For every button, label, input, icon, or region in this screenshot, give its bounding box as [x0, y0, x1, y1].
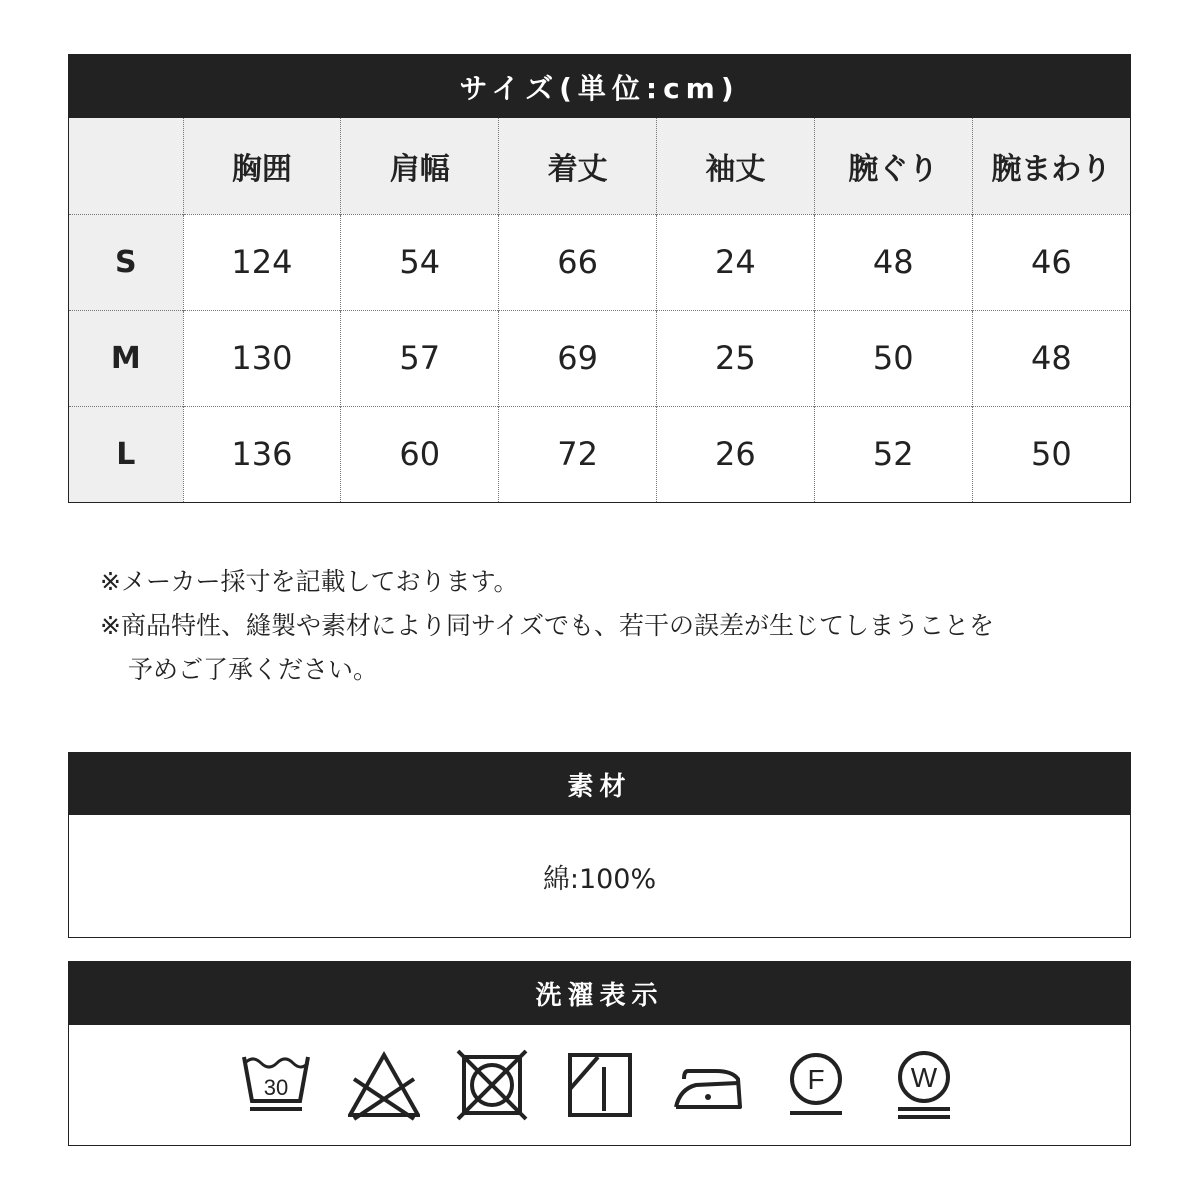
table-cell: 50 [814, 310, 972, 406]
size-table-section [68, 54, 1131, 503]
note-line: ※メーカー採寸を記載しております。 [100, 567, 519, 596]
table-cell: 60 [341, 406, 499, 502]
dry-clean-f-icon [780, 1049, 852, 1121]
table-cell: 48 [814, 214, 972, 310]
wash-30-gentle-icon [240, 1049, 312, 1121]
column-header-length: 着丈 [499, 118, 657, 214]
measurement-notes [100, 560, 994, 692]
table-cell: 50 [972, 406, 1130, 502]
table-cell: 54 [341, 214, 499, 310]
table-cell: 130 [183, 310, 341, 406]
material-section [68, 752, 1131, 938]
material-title: 素材 [69, 753, 1130, 815]
table-cell: 26 [656, 406, 814, 502]
column-header-chest: 胸囲 [183, 118, 341, 214]
wet-clean-w-icon [888, 1049, 960, 1121]
table-row [69, 214, 1130, 310]
size-table-corner [69, 118, 183, 214]
wet-clean-letter: W [910, 1062, 937, 1093]
table-cell: 72 [499, 406, 657, 502]
note-line: 予めご了承ください。 [128, 655, 379, 684]
table-cell: 69 [499, 310, 657, 406]
size-table-title: サイズ(単位:cm) [69, 55, 1130, 118]
table-cell: 136 [183, 406, 341, 502]
care-icons-row [69, 1025, 1130, 1145]
dry-clean-letter: F [806, 1064, 825, 1095]
note-line: ※商品特性、縫製や素材により同サイズでも、若干の誤差が生じてしまうことを [100, 611, 994, 640]
table-cell: 24 [656, 214, 814, 310]
table-cell: 25 [656, 310, 814, 406]
no-tumble-dry-icon [456, 1049, 528, 1121]
table-row [69, 310, 1130, 406]
column-header-shoulder: 肩幅 [341, 118, 499, 214]
table-row [69, 406, 1130, 502]
size-table [69, 118, 1130, 502]
size-label-l: L [69, 406, 183, 502]
size-table-header-row [69, 118, 1130, 214]
table-cell: 46 [972, 214, 1130, 310]
iron-low-icon [672, 1049, 744, 1121]
care-title: 洗濯表示 [69, 962, 1130, 1025]
table-cell: 48 [972, 310, 1130, 406]
material-content: 綿:100% [542, 863, 657, 895]
wash-temp-label: 30 [263, 1075, 288, 1100]
table-cell: 124 [183, 214, 341, 310]
column-header-sleeve: 袖丈 [656, 118, 814, 214]
table-cell: 66 [499, 214, 657, 310]
size-label-m: M [69, 310, 183, 406]
column-header-armhole: 腕ぐり [814, 118, 972, 214]
table-cell: 57 [341, 310, 499, 406]
no-bleach-icon [348, 1049, 420, 1121]
line-dry-shade-icon [564, 1049, 636, 1121]
column-header-arm-circumference: 腕まわり [972, 118, 1130, 214]
care-section [68, 961, 1131, 1146]
size-label-s: S [69, 214, 183, 310]
table-cell: 52 [814, 406, 972, 502]
